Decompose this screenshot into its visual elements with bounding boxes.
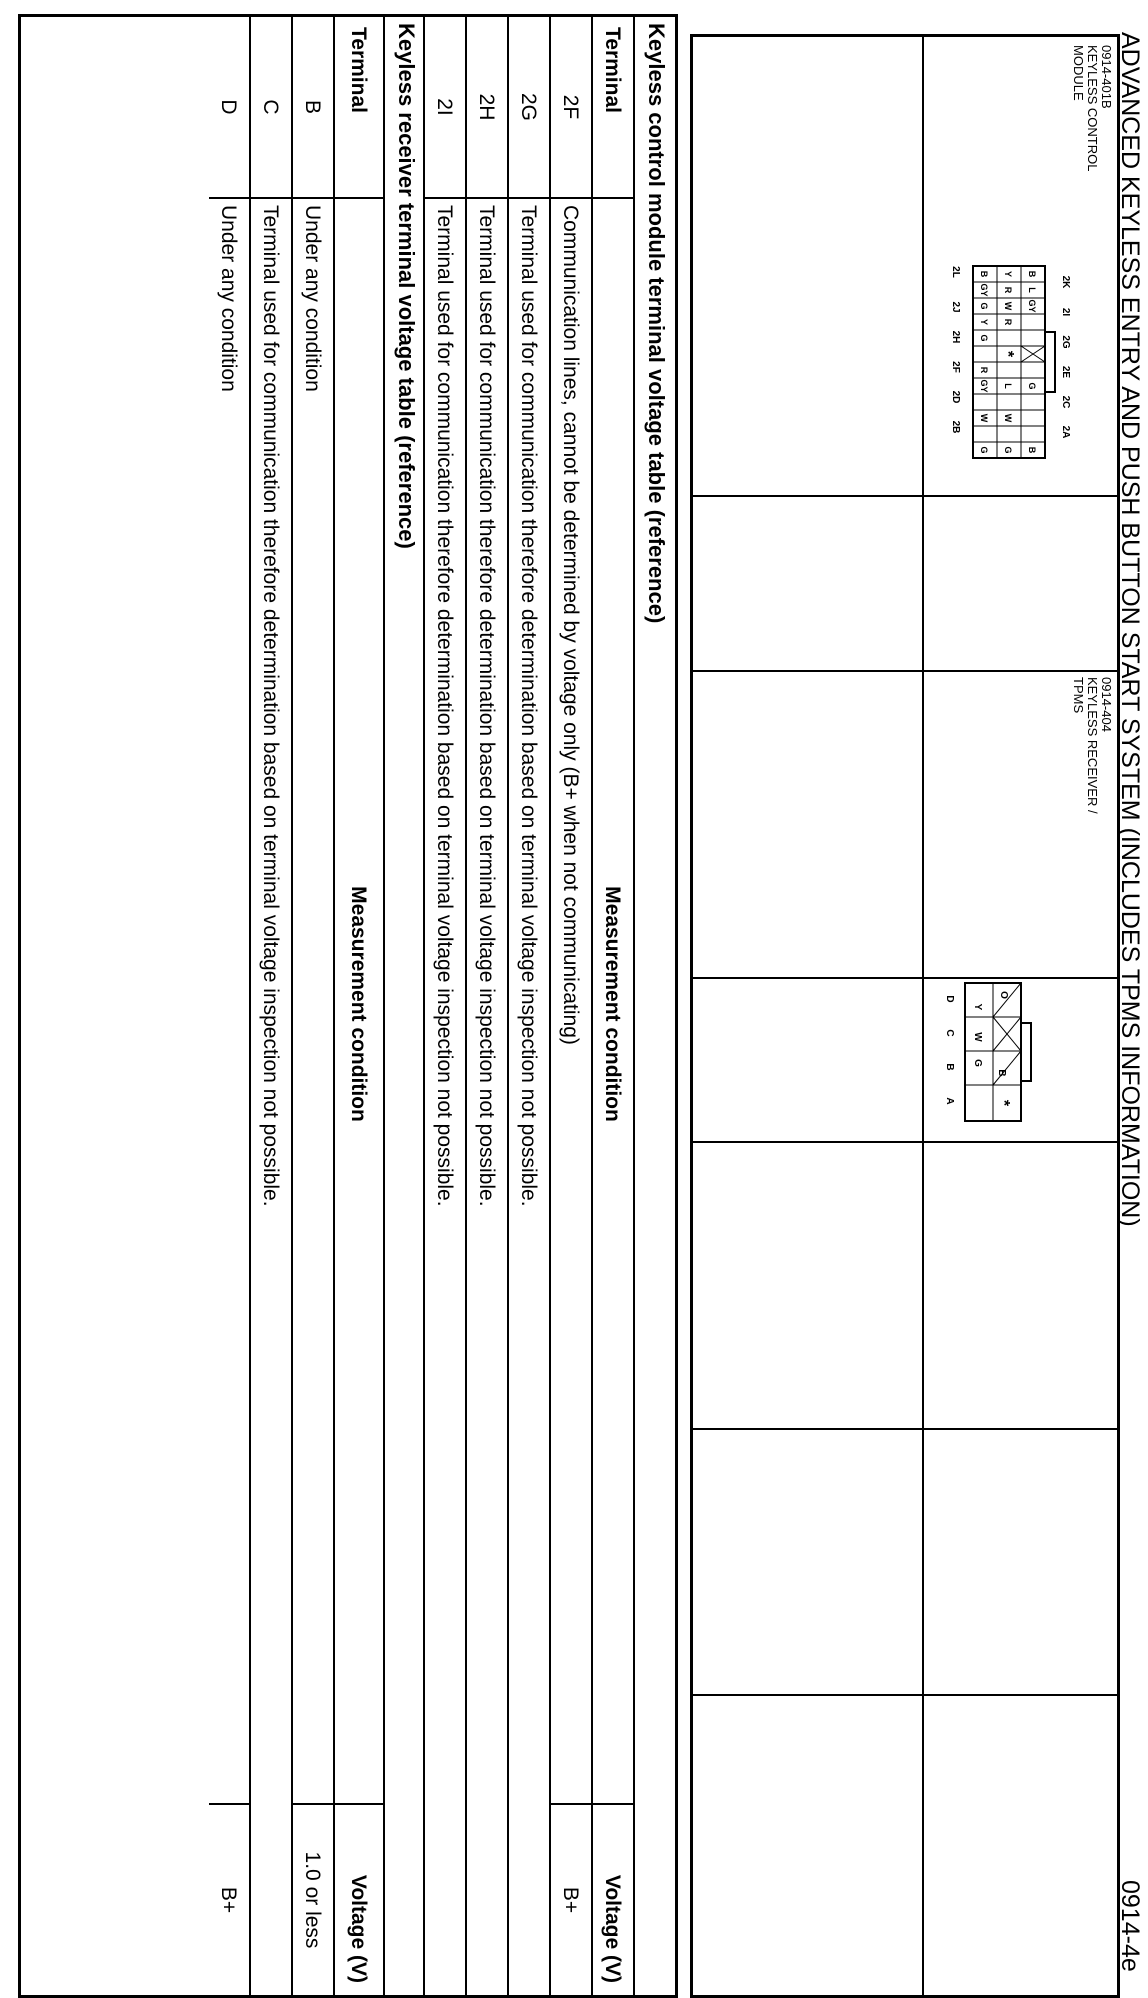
connector-1-label: 0914-401B KEYLESS CONTROL MODULE: [1071, 45, 1114, 172]
svg-text:R: R: [979, 366, 989, 374]
svg-text:GY: GY: [979, 379, 989, 393]
table-row: 2F Communication lines, cannot be determined by voltage only (B+ when not communicating) B+: [549, 17, 593, 1995]
svg-text:B: B: [1027, 270, 1037, 278]
svg-text:R: R: [1003, 318, 1013, 326]
table-row: 2I Terminal used for communication therefore determination based on terminal voltage inspection not possible.: [423, 17, 467, 1995]
svg-text:*: *: [999, 350, 1016, 358]
svg-text:B: B: [996, 1069, 1007, 1077]
pin-label: D: [944, 995, 955, 1003]
page-title: ADVANCED KEYLESS ENTRY AND PUSH BUTTON START SYSTEM (INCLUDES TPMS INFORMATION): [1116, 32, 1144, 1227]
kcm-table-header: Terminal Measurement condition Voltage (V): [591, 17, 635, 1995]
pin-label: 2A: [1060, 425, 1071, 439]
connector-2-label: 0914-404 KEYLESS RECEIVER / TPMS: [1071, 677, 1114, 814]
keyless-receiver-connector: [941, 977, 1039, 1127]
svg-text:G: G: [979, 446, 989, 454]
svg-text:G: G: [979, 334, 989, 342]
pin-label: 2H: [950, 330, 961, 344]
pin-label: 2L: [950, 266, 961, 278]
svg-text:W: W: [1003, 413, 1013, 423]
svg-text:Y: Y: [972, 1003, 983, 1011]
svg-text:W: W: [1003, 301, 1013, 311]
svg-text:Y: Y: [979, 318, 989, 326]
pin-label: 2D: [950, 390, 961, 404]
pin-label: 2G: [1060, 335, 1071, 349]
table-row: C Terminal used for communication therefore determination based on terminal voltage inspection not possible.: [249, 17, 293, 1995]
svg-text:L: L: [1003, 383, 1013, 389]
svg-text:Y: Y: [1003, 270, 1013, 278]
svg-text:G: G: [1003, 446, 1013, 454]
receiver-table-header: Terminal Measurement condition Voltage (V): [333, 17, 385, 1995]
pin-label: 2B: [950, 420, 961, 434]
table-row: 2H Terminal used for communication therefore determination based on terminal voltage inspection not possible.: [465, 17, 509, 1995]
pin-label: 2F: [950, 361, 961, 373]
svg-text:*: *: [995, 1099, 1012, 1107]
table-row: B Under any condition 1.0 or less: [291, 17, 335, 1995]
svg-text:B: B: [1027, 446, 1037, 454]
page-code: 0914-4e: [1116, 1880, 1144, 1972]
svg-text:G: G: [979, 302, 989, 310]
svg-text:L: L: [1027, 287, 1037, 293]
terminal-voltage-tables: [18, 14, 678, 1998]
connector-diagram-grid: [690, 34, 1120, 1998]
keyless-control-module-connector: [948, 262, 1073, 462]
pin-label: 2E: [1060, 365, 1071, 379]
svg-text:GY: GY: [979, 283, 989, 297]
svg-text:O: O: [998, 991, 1009, 999]
pin-label: 2K: [1060, 275, 1071, 289]
pin-label: 2I: [1060, 307, 1071, 317]
svg-text:R: R: [1003, 286, 1013, 294]
svg-text:W: W: [979, 413, 989, 423]
kcm-table-title: Keyless control module terminal voltage table (reference): [644, 23, 669, 624]
receiver-table-title: Keyless receiver terminal voltage table (reference): [394, 23, 419, 549]
table-row: 2G Terminal used for communication therefore determination based on terminal voltage inspection not possible.: [507, 17, 551, 1995]
pin-label: C: [944, 1029, 955, 1037]
svg-text:W: W: [972, 1032, 983, 1042]
pin-label: B: [944, 1063, 955, 1071]
svg-text:G: G: [972, 1059, 983, 1067]
pin-label: 2C: [1060, 395, 1071, 409]
svg-text:B: B: [979, 270, 989, 278]
svg-text:GY: GY: [1027, 299, 1037, 313]
svg-text:G: G: [1027, 382, 1037, 390]
table-row: D Under any condition B+: [207, 17, 251, 1995]
pin-label: 2J: [950, 301, 961, 313]
pin-label: A: [944, 1097, 955, 1105]
